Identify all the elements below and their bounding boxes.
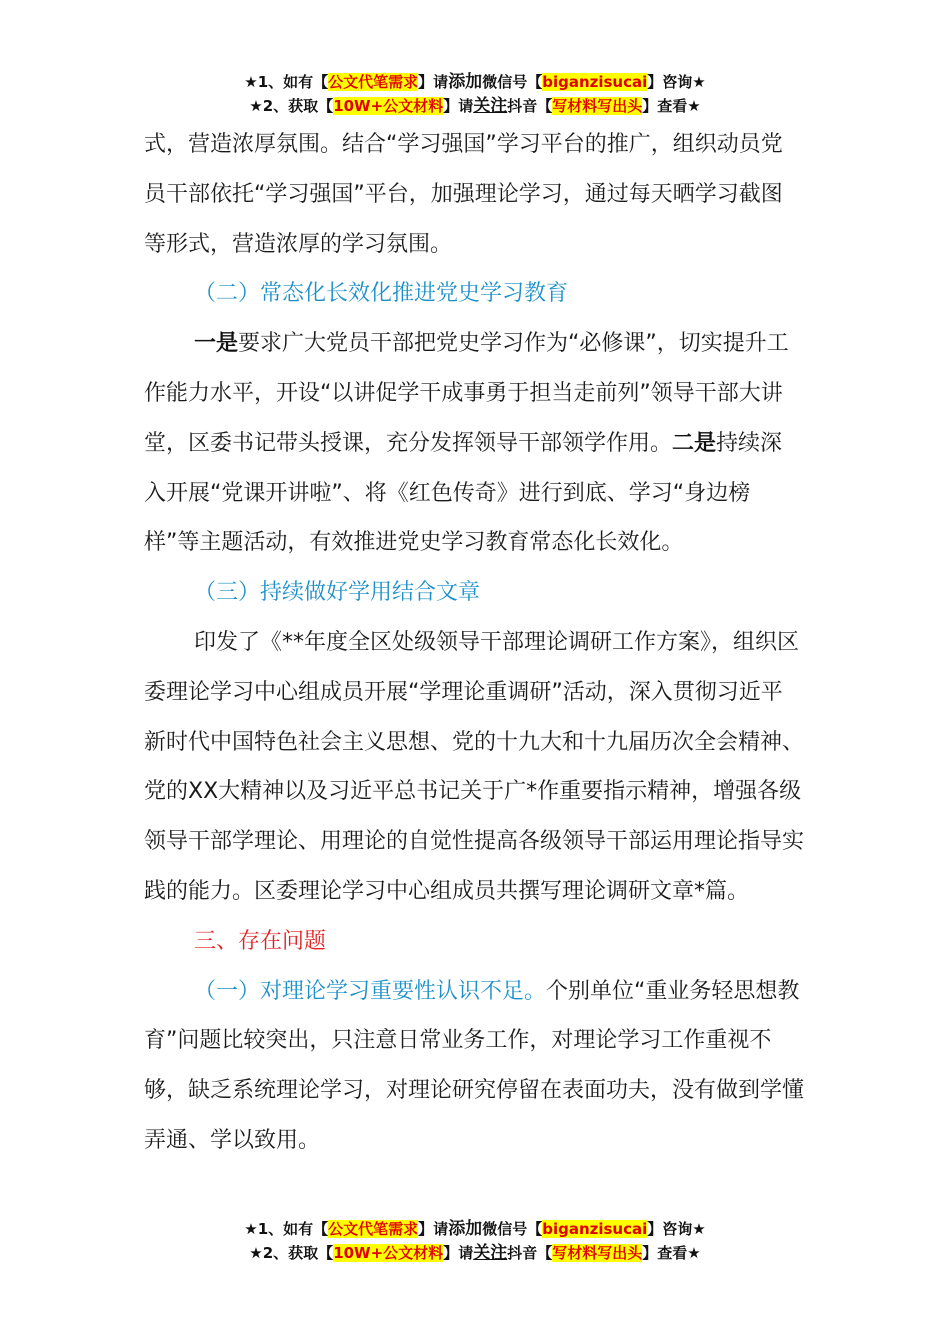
- highlight-materials: 10W+公文材料: [333, 1244, 444, 1262]
- highlight-douyin: 写材料写出头: [552, 1244, 643, 1262]
- highlight-service: 公文代笔需求: [328, 73, 419, 91]
- highlight-wechat-id: biganzisucai: [542, 1220, 648, 1238]
- subheading-2: （二）常态化长效化推进党史学习教育: [194, 281, 569, 307]
- paragraph-2: 一是要求广大党员干部把党史学习作为“必修课”，切实提升工作能力水平，开设“以讲促学干成事勇于担当走前列”领导干部大讲堂，区委书记带头授课，充分发挥领导干部领学作用。二是持续深入开展“党课开讲啦”、将《红色传奇》进行到底、学习“身边榜样”等主题活动，有效推进党史学习教育常态化长效化。: [144, 331, 789, 556]
- paragraph-3: 印发了《**年度全区处级领导干部理论调研工作方案》，组织区委理论学习中心组成员开展“学理论重调研”活动，深入贯彻习近平新时代中国特色社会主义思想、党的十九大和十九届历次全会精神、党的XX大精神以及习近平总书记关于广*作重要指示精神，增强各级领导干部学理论、用理论的自觉性提高各级领导干部运用理论指导实践的能力。区委理论学习中心组成员共撰写理论调研文章*篇。: [144, 629, 805, 904]
- section-heading-3: 三、存在问题: [194, 928, 327, 954]
- inline-subheading: （一）对理论学习重要性认识不足。: [194, 978, 547, 1004]
- highlight-materials: 10W+公文材料: [333, 97, 444, 115]
- paragraph-1: 式，营造浓厚氛围。结合“学习强国”学习平台的推广，组织动员党员干部依托“学习强国”平台，加强理论学习，通过每天晒学习截图等形式，营造浓厚的学习氛围。: [144, 132, 783, 257]
- highlight-service: 公文代笔需求: [328, 1220, 419, 1238]
- banner-line-2: ★2、获取【10W+公文材料】请关注抖音【写材料写出头】查看★: [249, 96, 701, 116]
- highlight-wechat-id: biganzisucai: [542, 73, 648, 91]
- document-body: [144, 120, 804, 1166]
- lead-phrase-1: 一是: [194, 331, 239, 357]
- lead-phrase-2: 二是: [672, 430, 717, 456]
- header-banner: [0, 70, 950, 118]
- subheading-3: （三）持续做好学用结合文章: [194, 580, 481, 606]
- banner-line-1: ★1、如有【公文代笔需求】请添加微信号【biganzisucai】咨询★: [244, 72, 706, 92]
- highlight-douyin: 写材料写出头: [552, 97, 643, 115]
- paragraph-4: （一）对理论学习重要性认识不足。个别单位“重业务轻思想教育”问题比较突出，只注意日常业务工作，对理论学习工作重视不够，缺乏系统理论学习，对理论研究停留在表面功夫，没有做到学懂弄通、学以致用。: [144, 978, 805, 1153]
- banner-line-1: ★1、如有【公文代笔需求】请添加微信号【biganzisucai】咨询★: [244, 1219, 706, 1239]
- footer-banner: [0, 1217, 950, 1265]
- banner-line-2: ★2、获取【10W+公文材料】请关注抖音【写材料写出头】查看★: [249, 1243, 701, 1263]
